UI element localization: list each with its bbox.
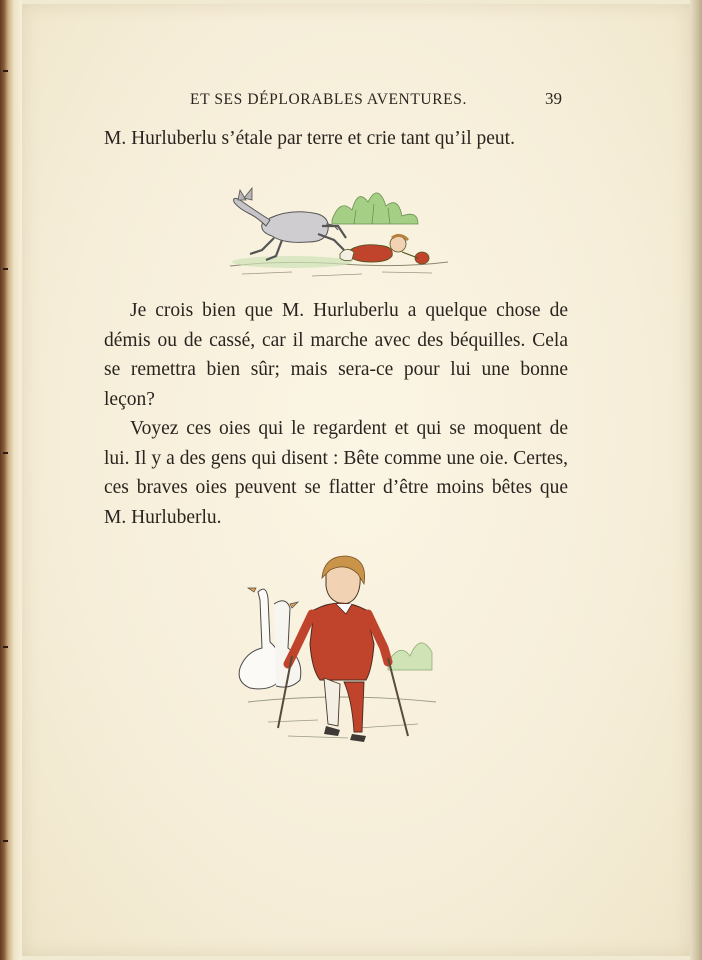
paragraph: Je crois bien que M. Hurluberlu a quelque chose de démis ou de cassé, car il marche avec des béquilles. Cela se remettra bien sûr; mais sera-ce pour lui une bonne leçon? bbox=[104, 300, 568, 410]
page-edge bbox=[690, 0, 702, 960]
page-number: 39 bbox=[545, 89, 562, 108]
book-binding bbox=[0, 0, 22, 960]
text-block-middle bbox=[104, 296, 568, 532]
paragraph: M. Hurluberlu s’étale par terre et crie tant qu’il peut. bbox=[104, 128, 515, 149]
paragraph: Voyez ces oies qui le regardent et qui se moquent de lui. Il y a des gens qui disent : Bête comme une oie. Certes, ces braves oies peuvent se flatter d’être moins bêtes que M. Hurluberlu. bbox=[104, 418, 568, 528]
donkey-kicking-boy-illustration bbox=[222, 180, 452, 286]
running-title: ET SES DÉPLORABLES AVENTURES. bbox=[190, 91, 467, 108]
trees-icon bbox=[332, 193, 418, 224]
geese-icon bbox=[239, 588, 301, 689]
boy-on-crutches-with-geese-illustration bbox=[228, 552, 446, 748]
boy-on-crutches-icon bbox=[278, 556, 408, 742]
text-block-top bbox=[104, 124, 568, 154]
donkey-icon bbox=[234, 188, 346, 260]
fallen-boy-icon bbox=[340, 235, 429, 264]
